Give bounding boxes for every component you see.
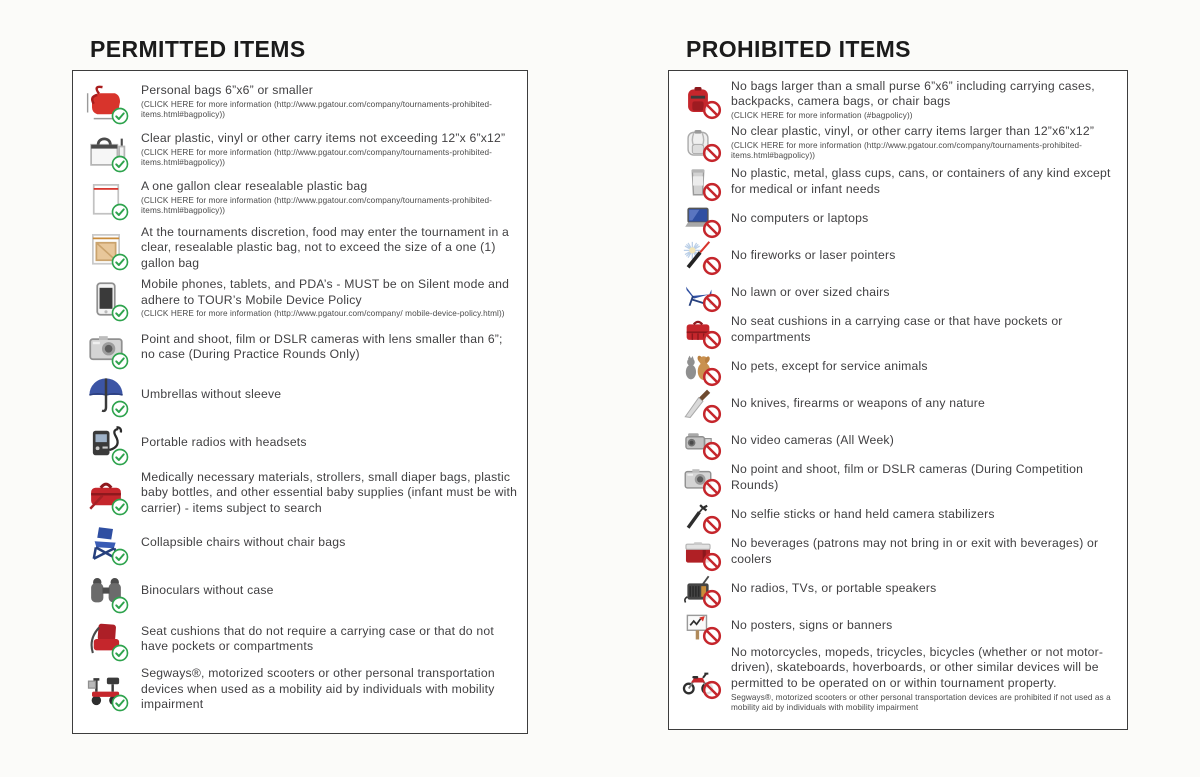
list-item xyxy=(677,164,1119,199)
list-item xyxy=(83,522,519,564)
list-item xyxy=(83,422,519,464)
item-text: Clear plastic, vinyl or other carry items not exceeding 12”x 6”x12” xyxy=(141,130,506,145)
list-item xyxy=(83,470,519,516)
item-text: At the tournaments discretion, food may enter the tournament in a clear, resealable plastic bag, not to exceed the size of a one (1) gallon bag xyxy=(141,225,509,270)
no-symbol-icon xyxy=(702,143,722,163)
item-text-wrap xyxy=(141,435,519,450)
item-text-wrap xyxy=(731,507,1119,522)
item-icon-wrap xyxy=(677,461,719,495)
item-text: Umbrellas without sleeve xyxy=(141,387,282,402)
item-text: No point and shoot, film or DSLR cameras (During Competition Rounds) xyxy=(731,462,1084,492)
item-text: Portable radios with headsets xyxy=(141,435,307,450)
item-fine-print[interactable]: (CLICK HERE for more information (http://www.pgatour.com/company/tournaments-prohibited-items.html#bagpolicy)) xyxy=(141,99,492,120)
list-item xyxy=(677,423,1119,458)
item-text-wrap xyxy=(731,645,1119,714)
item-icon-wrap xyxy=(83,374,129,416)
no-symbol-icon xyxy=(702,515,722,535)
no-symbol-icon xyxy=(702,330,722,350)
item-text-wrap xyxy=(141,332,519,363)
item-icon-wrap xyxy=(677,609,719,643)
item-fine-print: Segways®, motorized scooters or other personal transportation devices are prohibited if not used as a mobility aid by individuals with mobility impairment xyxy=(731,692,1111,713)
item-text-wrap xyxy=(731,124,1119,162)
item-text-wrap xyxy=(731,314,1119,345)
list-item xyxy=(83,326,519,368)
item-text: Personal bags 6”x6” or smaller xyxy=(141,82,313,97)
item-text: Collapsible chairs without chair bags xyxy=(141,535,346,550)
list-item xyxy=(677,124,1119,162)
item-icon-wrap xyxy=(677,663,719,697)
item-fine-print[interactable]: (CLICK HERE for more information (http://www.pgatour.com/company/ mobile-device-policy.html)) xyxy=(141,309,505,319)
item-text: No posters, signs or banners xyxy=(731,617,893,632)
item-icon-wrap xyxy=(83,278,129,320)
item-text-wrap xyxy=(731,536,1119,567)
item-text: No fireworks or laser pointers xyxy=(731,247,896,262)
item-text: No beverages (patrons may not bring in or exit with beverages) or coolers xyxy=(731,536,1099,566)
check-badge-icon xyxy=(111,596,129,614)
item-text-wrap xyxy=(731,433,1119,448)
no-symbol-icon xyxy=(702,589,722,609)
list-item xyxy=(83,177,519,219)
item-icon-wrap xyxy=(83,326,129,368)
item-text: No motorcycles, mopeds, tricycles, bicycles (whether or not motor-driven), skateboards, hoverboards, or other similar devices will be permitted to be operated on or within tournament property. xyxy=(731,645,1104,690)
prohibited-list xyxy=(677,79,1119,714)
item-icon-wrap xyxy=(83,668,129,710)
check-badge-icon xyxy=(111,548,129,566)
permitted-title: PERMITTED ITEMS xyxy=(90,36,306,62)
list-item xyxy=(677,349,1119,384)
list-item xyxy=(83,225,519,271)
item-text: A one gallon clear resealable plastic bag xyxy=(141,178,368,193)
item-text: Seat cushions that do not require a carrying case or that do not have pockets or compartments xyxy=(141,623,494,654)
item-text-wrap xyxy=(141,535,519,550)
item-text-wrap xyxy=(141,179,519,217)
item-text-wrap xyxy=(731,166,1119,197)
item-text: No computers or laptops xyxy=(731,210,869,225)
item-fine-print[interactable]: (CLICK HERE for more information (http://www.pgatour.com/company/tournaments-prohibited- items.html#bagpolicy)) xyxy=(141,195,492,216)
list-item xyxy=(677,534,1119,569)
check-badge-icon xyxy=(111,644,129,662)
item-text: Binoculars without case xyxy=(141,583,274,598)
prohibited-section xyxy=(668,36,1128,730)
item-text-wrap xyxy=(141,277,519,320)
list-item xyxy=(677,238,1119,273)
list-item xyxy=(677,497,1119,532)
item-text: No radios, TVs, or portable speakers xyxy=(731,580,937,595)
no-symbol-icon xyxy=(702,293,722,313)
list-item xyxy=(677,645,1119,714)
item-text: Mobile phones, tablets, and PDA’s - MUST be on Silent mode and adhere to TOUR’s Mobile Device Policy xyxy=(141,277,510,307)
check-badge-icon xyxy=(111,400,129,418)
list-item xyxy=(83,570,519,612)
item-text: No pets, except for service animals xyxy=(731,358,928,373)
list-item xyxy=(677,201,1119,236)
item-icon-wrap xyxy=(677,350,719,384)
list-item xyxy=(83,81,519,123)
no-symbol-icon xyxy=(702,219,722,239)
no-symbol-icon xyxy=(702,182,722,202)
item-icon-wrap xyxy=(677,165,719,199)
check-badge-icon xyxy=(111,304,129,322)
item-icon-wrap xyxy=(83,472,129,514)
check-badge-icon xyxy=(111,253,129,271)
item-text: No seat cushions in a carrying case or that have pockets or compartments xyxy=(731,314,1063,344)
item-icon-wrap xyxy=(83,422,129,464)
list-item xyxy=(677,386,1119,421)
check-badge-icon xyxy=(111,155,129,173)
item-text-wrap xyxy=(141,666,519,712)
item-text-wrap xyxy=(731,285,1119,300)
item-icon-wrap xyxy=(83,177,129,219)
prohibited-title: PROHIBITED ITEMS xyxy=(686,36,911,62)
item-icon-wrap xyxy=(677,535,719,569)
item-icon-wrap xyxy=(677,83,719,117)
item-icon-wrap xyxy=(677,126,719,160)
list-item xyxy=(677,275,1119,310)
check-badge-icon xyxy=(111,203,129,221)
no-symbol-icon xyxy=(702,680,722,700)
item-icon-wrap xyxy=(83,618,129,660)
list-item xyxy=(677,79,1119,122)
item-icon-wrap xyxy=(677,572,719,606)
permitted-list xyxy=(83,81,519,712)
item-text-wrap xyxy=(731,248,1119,263)
item-text: No clear plastic, vinyl, or other carry items larger than 12”x6”x12” xyxy=(731,123,1095,138)
check-badge-icon xyxy=(111,352,129,370)
no-symbol-icon xyxy=(702,478,722,498)
item-icon-wrap xyxy=(677,424,719,458)
check-badge-icon xyxy=(111,448,129,466)
permitted-box xyxy=(72,70,528,734)
no-symbol-icon xyxy=(702,256,722,276)
item-icon-wrap xyxy=(677,239,719,273)
item-text-wrap xyxy=(141,387,519,402)
item-text: No plastic, metal, glass cups, cans, or containers of any kind except for medical or infant needs xyxy=(731,166,1111,196)
item-icon-wrap xyxy=(83,570,129,612)
no-symbol-icon xyxy=(702,441,722,461)
item-text: Segways®, motorized scooters or other personal transportation devices when used as a mobility aid by individuals with mobility impairment xyxy=(141,666,495,711)
item-icon-wrap xyxy=(83,227,129,269)
item-text: No knives, firearms or weapons of any nature xyxy=(731,395,986,410)
item-text: No bags larger than a small purse 6”x6” including carrying cases, backpacks, camera bags, or chair bags xyxy=(731,79,1095,109)
item-text-wrap xyxy=(731,618,1119,633)
no-symbol-icon xyxy=(702,100,722,120)
item-text-wrap xyxy=(141,583,519,598)
permitted-section xyxy=(72,36,528,734)
check-badge-icon xyxy=(111,498,129,516)
item-icon-wrap xyxy=(677,313,719,347)
check-badge-icon xyxy=(111,107,129,125)
item-icon-wrap xyxy=(677,498,719,532)
item-icon-wrap xyxy=(83,81,129,123)
item-icon-wrap xyxy=(677,276,719,310)
item-text: No video cameras (All Week) xyxy=(731,432,894,447)
item-text-wrap xyxy=(731,359,1119,374)
item-text-wrap xyxy=(731,79,1119,122)
list-item xyxy=(83,618,519,660)
item-text: Medically necessary materials, strollers, small diaper bags, plastic baby bottles, and other essential baby supplies (infant must be with carrier) - items subject to search xyxy=(141,470,518,515)
list-item xyxy=(83,666,519,712)
item-text-wrap xyxy=(141,225,519,271)
item-text: No selfie sticks or hand held camera stabilizers xyxy=(731,506,995,521)
item-text-wrap xyxy=(731,581,1119,596)
list-item xyxy=(677,608,1119,643)
no-symbol-icon xyxy=(702,367,722,387)
no-symbol-icon xyxy=(702,626,722,646)
item-fine-print[interactable]: (CLICK HERE for more information (#bagpolicy)) xyxy=(731,111,913,121)
list-item xyxy=(677,571,1119,606)
item-icon-wrap xyxy=(83,522,129,564)
item-text: Point and shoot, film or DSLR cameras with lens smaller than 6”; no case (During Practice Rounds Only) xyxy=(141,331,503,362)
check-badge-icon xyxy=(111,694,129,712)
item-text-wrap xyxy=(141,131,519,169)
item-icon-wrap xyxy=(677,387,719,421)
list-item xyxy=(677,312,1119,347)
item-fine-print[interactable]: (CLICK HERE for more information (http://www.pgatour.com/company/tournaments-prohibited-items.html#bagpolicy)) xyxy=(731,140,1082,161)
list-item xyxy=(83,129,519,171)
no-symbol-icon xyxy=(702,404,722,424)
item-icon-wrap xyxy=(677,202,719,236)
item-text-wrap xyxy=(141,470,519,516)
item-icon-wrap xyxy=(83,129,129,171)
list-item xyxy=(83,374,519,416)
item-text-wrap xyxy=(731,462,1119,493)
item-text-wrap xyxy=(141,83,519,121)
list-item xyxy=(677,460,1119,495)
prohibited-box xyxy=(668,70,1128,730)
no-symbol-icon xyxy=(702,552,722,572)
item-text-wrap xyxy=(731,396,1119,411)
item-text-wrap xyxy=(141,624,519,655)
item-text-wrap xyxy=(731,211,1119,226)
item-fine-print[interactable]: (CLICK HERE for more information (http://www.pgatour.com/company/tournaments-prohibited- items.html#bagpolicy)) xyxy=(141,147,492,168)
item-text: No lawn or over sized chairs xyxy=(731,284,890,299)
list-item xyxy=(83,277,519,320)
